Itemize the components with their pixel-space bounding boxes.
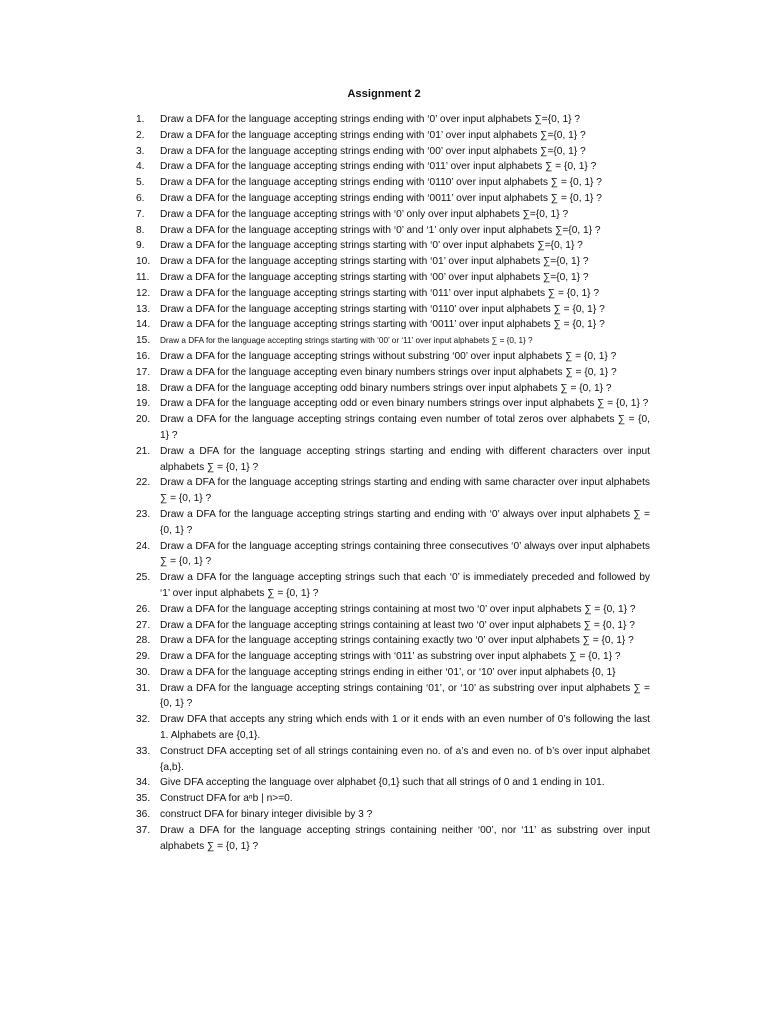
list-item (136, 633, 650, 649)
item-number: 7. (136, 208, 145, 220)
item-number: 25. (136, 572, 151, 584)
item-number: 12. (136, 287, 151, 299)
item-number: 11. (136, 271, 150, 283)
item-text: Draw a DFA for the language accepting strings containing neither ‘00’, nor ‘11’ as substring over input alphabets ∑ = {0, 1} ? (160, 824, 650, 852)
item-text: Draw a DFA for the language accepting strings starting with ‘00’ over input alphabets ∑={0, 1} ? (160, 271, 589, 283)
list-item (136, 254, 650, 270)
item-number: 4. (136, 161, 145, 173)
item-number: 31. (136, 682, 151, 694)
item-text: Draw a DFA for the language accepting strings ending with ‘0’ over input alphabets ∑={0, 1} ? (160, 114, 581, 125)
item-text: Draw a DFA for the language accepting strings with ‘0’ and ‘1’ only over input alphabets ∑={0, 1} ? (160, 224, 601, 236)
item-text: Draw a DFA for the language accepting strings ending with ‘011’ over input alphabets ∑ = {0, 1} ? (160, 161, 597, 173)
item-number: 22. (136, 477, 151, 489)
list-item (136, 144, 650, 160)
list-item (136, 412, 650, 444)
list-item (136, 712, 650, 744)
item-number: 3. (136, 145, 145, 157)
list-item (136, 444, 650, 476)
item-number: 10. (136, 256, 151, 268)
list-item (136, 191, 650, 207)
item-number: 2. (136, 129, 145, 141)
item-text: Draw a DFA for the language accepting strings containing at least two ‘0’ over input alphabets ∑ = {0, 1} ? (160, 619, 635, 631)
list-item (136, 649, 650, 665)
item-number: 32. (136, 714, 151, 726)
list-item (136, 807, 650, 823)
item-text: Draw a DFA for the language accepting strings ending in either ‘01’, or ‘10’ over input alphabets {0, 1} (160, 666, 616, 678)
item-text: Draw DFA that accepts any string which ends with 1 or it ends with an even number of 0’s following the last 1. Alphabets are {0,1}. (160, 714, 650, 742)
item-number: 36. (136, 809, 151, 821)
item-text: Draw a DFA for the language accepting strings starting and ending with ‘0’ always over input alphabets ∑ = {0, 1} ? (160, 508, 650, 536)
item-text: Draw a DFA for the language accepting strings with ‘011’ as substring over input alphabets ∑ = {0, 1} ? (160, 651, 621, 663)
item-text: Draw a DFA for the language accepting strings ending with ‘0011’ over input alphabets ∑ = {0, 1} ? (160, 192, 602, 204)
item-text: Draw a DFA for the language accepting strings starting with ‘00’ or ‘11’ over input alphabets ∑ = {0, 1} ? (160, 336, 533, 346)
item-text: Construct DFA accepting set of all strings containing even no. of a’s and even no. of b’s over input alphabet {a,b}. (160, 745, 650, 773)
item-number: 24. (136, 540, 151, 552)
item-number: 21. (136, 445, 151, 457)
list-item (136, 175, 650, 191)
item-number: 28. (136, 635, 151, 647)
item-text: Draw a DFA for the language accepting strings containing three consecutives ‘0’ always over input alphabets ∑ = {0, 1} ? (160, 540, 650, 568)
item-text: Draw a DFA for the language accepting strings without substring ‘00’ over input alphabets ∑ = {0, 1} ? (160, 350, 617, 362)
list-item (136, 349, 650, 365)
list-item (136, 286, 650, 302)
item-number: 17. (136, 366, 151, 378)
item-number: 16. (136, 350, 151, 362)
list-item (136, 570, 650, 602)
list-item (136, 365, 650, 381)
item-number: 1. (136, 114, 145, 125)
list-item (136, 270, 650, 286)
item-number: 34. (136, 777, 151, 789)
item-text: Draw a DFA for the language accepting strings containing ‘01’, or ‘10’ as substring over input alphabets ∑ = {0, 1} ? (160, 682, 650, 710)
list-item (136, 333, 650, 349)
item-text: Draw a DFA for the language accepting strings starting with ‘0110’ over input alphabets ∑ = {0, 1} ? (160, 303, 605, 315)
item-number: 14. (136, 319, 151, 331)
item-text: Construct DFA for aⁿb | n>=0. (160, 793, 293, 805)
item-number: 8. (136, 224, 145, 236)
item-text: Draw a DFA for the language accepting strings starting with ‘0’ over input alphabets ∑={0, 1} ? (160, 240, 583, 252)
item-number: 18. (136, 382, 151, 394)
list-item (136, 823, 650, 855)
item-text: Draw a DFA for the language accepting strings such that each ‘0’ is immediately preceded and followed by ‘1’ over input alphabets ∑ = {0, 1} ? (160, 572, 650, 599)
item-number: 35. (136, 793, 151, 805)
item-text: Draw a DFA for the language accepting strings containing at most two ‘0’ over input alphabets ∑ = {0, 1} ? (160, 603, 636, 615)
item-number: 6. (136, 192, 145, 204)
item-number: 13. (136, 303, 151, 315)
list-item (136, 207, 650, 223)
item-number: 5. (136, 177, 145, 189)
item-text: Draw a DFA for the language accepting strings starting and ending with different characters over input alphabets ∑ = {0, 1} ? (160, 445, 650, 473)
list-item (136, 159, 650, 175)
list-item (136, 618, 650, 634)
item-number: 23. (136, 508, 151, 520)
list-item (136, 507, 650, 539)
item-text: Draw a DFA for the language accepting odd or even binary numbers strings over input alphabets ∑ = {0, 1} ? (160, 398, 649, 410)
item-number: 37. (136, 824, 151, 836)
item-text: Draw a DFA for the language accepting strings starting with ‘0011’ over input alphabets ∑ = {0, 1} ? (160, 319, 605, 331)
item-text: Draw a DFA for the language accepting strings with ‘0’ only over input alphabets ∑={0, 1} ? (160, 208, 569, 220)
list-item (136, 302, 650, 318)
list-item (136, 602, 650, 618)
item-number: 29. (136, 651, 151, 663)
item-text: Give DFA accepting the language over alphabet {0,1} such that all strings of 0 and 1 ending in 101. (160, 777, 605, 789)
item-text: Draw a DFA for the language accepting strings containing exactly two ‘0’ over input alphabets ∑ = {0, 1} ? (160, 635, 634, 647)
item-number: 20. (136, 414, 151, 426)
item-number: 19. (136, 398, 151, 410)
item-text: Draw a DFA for the language accepting strings containg even number of total zeros over alphabets ∑ = {0, 1} ? (160, 414, 650, 441)
list-item (136, 539, 650, 571)
list-item (136, 791, 650, 807)
item-number: 27. (136, 619, 151, 631)
list-item (136, 775, 650, 791)
list-item (136, 223, 650, 239)
list-item (136, 238, 650, 254)
item-text: Draw a DFA for the language accepting strings ending with ‘00’ over input alphabets ∑={0, 1} ? (160, 145, 586, 157)
list-item (136, 381, 650, 397)
item-number: 30. (136, 666, 151, 678)
list-item (136, 665, 650, 681)
item-text: Draw a DFA for the language accepting strings ending with ‘0110’ over input alphabets ∑ = {0, 1} ? (160, 177, 602, 189)
item-text: construct DFA for binary integer divisible by 3 ? (160, 809, 373, 821)
item-text: Draw a DFA for the language accepting even binary numbers strings over input alphabets ∑ = {0, 1} ? (160, 366, 617, 378)
item-number: 9. (136, 240, 145, 252)
list-item (136, 396, 650, 412)
list-item (136, 128, 650, 144)
list-item (136, 744, 650, 776)
item-number: 15. (136, 335, 151, 347)
page-title: Assignment 2 (347, 88, 421, 100)
item-text: Draw a DFA for the language accepting strings ending with ‘01’ over input alphabets ∑={0, 1} ? (160, 129, 586, 141)
item-number: 26. (136, 603, 151, 615)
list-item (136, 475, 650, 507)
item-text: Draw a DFA for the language accepting odd binary numbers strings over input alphabets ∑ = {0, 1} ? (160, 382, 612, 394)
item-text: Draw a DFA for the language accepting strings starting with ‘011’ over input alphabets ∑ = {0, 1} ? (160, 287, 600, 299)
list-item (136, 317, 650, 333)
item-text: Draw a DFA for the language accepting strings starting with ‘01’ over input alphabets ∑={0, 1} ? (160, 256, 589, 268)
item-number: 33. (136, 745, 151, 757)
question-list (136, 112, 650, 854)
item-text: Draw a DFA for the language accepting strings starting and ending with same character over input alphabets ∑ = {0, 1} ? (160, 477, 650, 505)
list-item (136, 681, 650, 713)
list-item (136, 112, 650, 128)
